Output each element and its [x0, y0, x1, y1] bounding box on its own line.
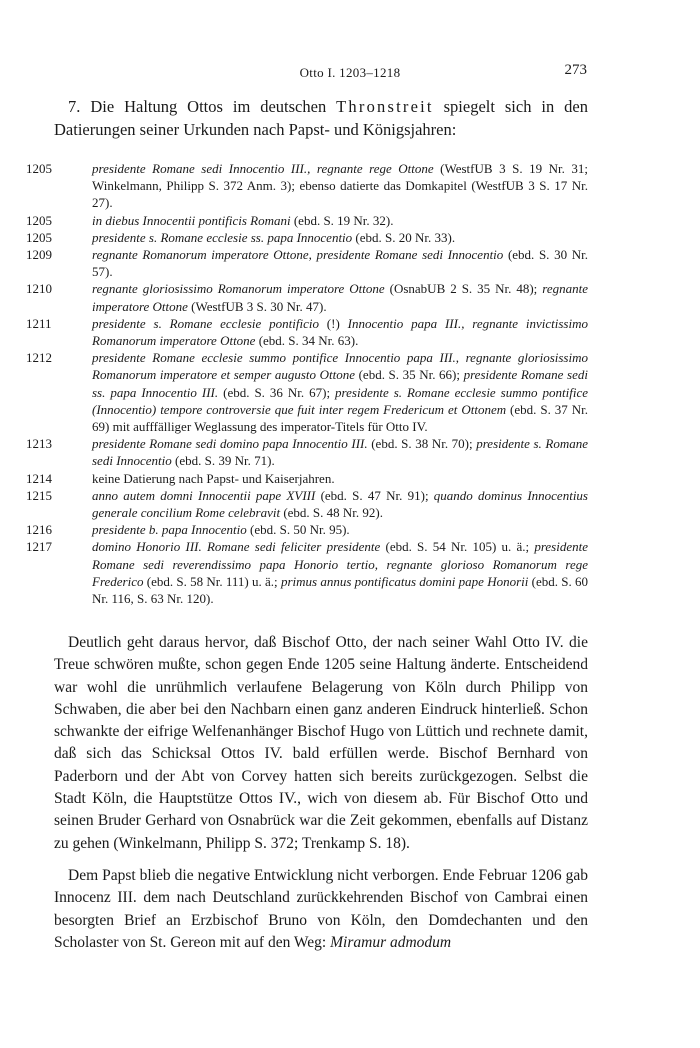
latin-formula: presidente Romane ecclesie summo pontifice Innocentio papa III., regnante gloriosissimo Romanorum imperatore et semper augusto Ottone [92, 350, 588, 383]
citation-text: (ebd. S. 38 Nr. 70); [367, 436, 477, 452]
citation-text: (ebd. S. 60 Nr. 116, S. 63 Nr. 120). [92, 573, 588, 607]
latin-formula: anno autem domni Innocentii pape XVIII [92, 487, 316, 503]
citation-text: (!) [318, 315, 348, 331]
dating-entry [22, 160, 588, 212]
citation-text: keine Datierung nach Papst- und Kaiserjahren. [92, 470, 335, 486]
entry-year: 1205 [26, 229, 52, 245]
intro-spaced-term: Thronstreit [336, 97, 434, 116]
entry-text [92, 160, 588, 212]
intro-text-end: spiegelt sich in den Datierungen seiner Urkunden nach Papst- und Königsjahren: [54, 97, 588, 139]
entry-text [92, 246, 588, 280]
dating-entry [22, 212, 588, 229]
latin-formula: presidente s. Romane sedi Innocentio [92, 436, 589, 469]
latin-quote: Miramur admodum [330, 933, 452, 951]
citation-text: (ebd. S. 19 Nr. 32). [290, 212, 394, 228]
entry-year: 1217 [26, 539, 52, 555]
paragraph-text: Dem Papst blieb die negative Entwicklung nicht verborgen. Ende Februar 1206 gab Innocenz III. dem nach Deutschland zurückkehrenden Bischof von Cambrai einen besorgten Brief an Erzbischof Bruno von Köln, den Domdechanten und den Scholaster von St. Gereon mit auf den Weg: [54, 867, 588, 951]
latin-formula: in diebus Innocentii pontificis Romani [92, 212, 291, 228]
dating-entry [22, 349, 588, 435]
entry-text [92, 349, 588, 435]
entry-text [92, 315, 588, 349]
latin-formula: quando dominus Innocentius generale concilium Rome celebravit [92, 487, 588, 521]
citation-text: (ebd. S. 35 Nr. 66); [355, 367, 464, 383]
dating-list [22, 160, 588, 607]
citation-text: (WestfUB 3 S. 30 Nr. 47). [187, 298, 327, 314]
entry-year: 1211 [26, 315, 52, 331]
latin-formula: presidente s. Romane ecclesie summo pontifice (Innocentio) tempore controversie que fuit inter regem Fredericum et Ottonem [92, 384, 588, 417]
citation-text: (ebd. S. 20 Nr. 33). [352, 229, 456, 245]
running-head [0, 62, 700, 84]
intro-text: 7. Die Haltung Ottos im deutschen [68, 97, 337, 116]
entry-year: 1205 [26, 161, 52, 176]
latin-formula: presidente b. papa Innocentio [92, 522, 247, 538]
citation-text: (ebd. S. 50 Nr. 95). [246, 522, 350, 538]
dating-entry [22, 435, 588, 469]
dating-entry [22, 280, 588, 314]
running-title: Otto I. 1203–1218 [299, 65, 401, 80]
entry-text [92, 229, 588, 246]
section-intro [54, 95, 588, 141]
entry-text [92, 280, 588, 314]
citation-text: (OsnabUB 2 S. 35 Nr. 48); [384, 281, 543, 297]
entry-text [92, 212, 588, 229]
dating-entry [22, 229, 588, 246]
latin-formula: Innocentio papa III., regnante invictissimo Romanorum imperatore Ottone [92, 315, 588, 349]
citation-text: (ebd. S. 47 Nr. 91); [315, 487, 434, 503]
entry-text [92, 487, 588, 521]
latin-formula: domino Honorio III. Romane sedi feliciter presidente [92, 539, 381, 555]
dating-entry [22, 521, 588, 538]
latin-formula: presidente Romane sedi Innocentio III., regnante rege Ottone [92, 161, 434, 176]
entry-text [92, 521, 588, 538]
entry-year: 1209 [26, 247, 52, 263]
dating-entry [22, 246, 588, 280]
body-paragraph-2 [54, 865, 588, 954]
dating-entry [22, 538, 588, 607]
latin-formula: presidente Romane sedi reverendissimo papa Honorio tertio, regnante glorioso Romanorum rege Frederico [92, 539, 588, 589]
body-paragraph-1: Deutlich geht daraus hervor, daß Bischof Otto, der nach seiner Wahl Otto IV. die Treue schwören mußte, schon gegen Ende 1205 seine Haltung änderte. Entscheidend war wohl die unrühmlich verlaufene Belagerung von Köln durch Philipp von Schwaben, die aber bei den Nachbarn einen ganz anderen Eindruck hinterließ. Schon schwankte der eifrige Welfenanhänger Bischof Hugo von Lüttich und rechnete damit, daß sich das Schicksal Ottos IV. bald erfüllen werde. Bischof Bernhard von Paderborn und der Abt von Corvey hatten sich bereits zurückgezogen. Selbst die Stadt Köln, die Hauptstütze Ottos IV., wich von diesem ab. Für Bischof Otto und seinen Bruder Gerhard von Osnabrück war die Zeit gekommen, ebenfalls auf Distanz zu gehen (Winkelmann, Philipp S. 372; Trenkamp S. 18). [54, 634, 588, 852]
citation-text: (ebd. S. 58 Nr. 111) u. ä.; [143, 573, 281, 589]
dating-entry [22, 470, 588, 487]
dating-entry [22, 487, 588, 521]
entry-text [92, 435, 588, 469]
latin-formula: primus annus pontificatus domini pape Honorii [280, 573, 529, 589]
latin-formula: presidente Romane sedi domino papa Innocentio III. [92, 436, 368, 452]
entry-year: 1210 [26, 281, 52, 297]
dating-entry [22, 315, 588, 349]
latin-formula: presidente Romane sedi ss. papa Innocentio III. [92, 367, 588, 400]
citation-text: (ebd. S. 36 Nr. 67); [218, 384, 336, 400]
entry-text [92, 470, 588, 487]
entry-year: 1214 [26, 470, 52, 486]
entry-year: 1205 [26, 212, 52, 228]
latin-formula: presidente s. Romane ecclesie ss. papa Innocentio [92, 229, 353, 245]
citation-text: (ebd. S. 54 Nr. 105) u. ä.; [380, 539, 535, 555]
entry-year: 1215 [26, 487, 52, 503]
citation-text: (ebd. S. 30 Nr. 57). [92, 247, 588, 280]
latin-formula: regnante gloriosissimo Romanorum imperatore Ottone [92, 281, 385, 297]
citation-text: (WestfUB 3 S. 19 Nr. 31; Winkelmann, Philipp S. 372 Anm. 3); ebenso datierte das Domkapitel (WestfUB 3 S. 17 Nr. 27). [92, 161, 588, 211]
citation-text: (ebd. S. 37 Nr. 69) mit aufffälliger Weglassung des imperator-Titels für Otto IV. [92, 401, 588, 435]
citation-text: (ebd. S. 39 Nr. 71). [171, 453, 275, 469]
citation-text: (ebd. S. 34 Nr. 63). [255, 333, 359, 349]
entry-text [92, 538, 588, 607]
latin-formula: presidente s. Romane ecclesie pontificio [92, 315, 319, 331]
entry-year: 1213 [26, 436, 52, 452]
latin-formula: regnante imperatore Ottone [92, 281, 588, 314]
entry-year: 1216 [26, 522, 52, 538]
entry-year: 1212 [26, 350, 52, 366]
page-number: 273 [564, 62, 587, 78]
citation-text: (ebd. S. 48 Nr. 92). [280, 505, 383, 521]
latin-formula: regnante Romanorum imperatore Ottone, presidente Romane sedi Innocentio [92, 247, 504, 263]
